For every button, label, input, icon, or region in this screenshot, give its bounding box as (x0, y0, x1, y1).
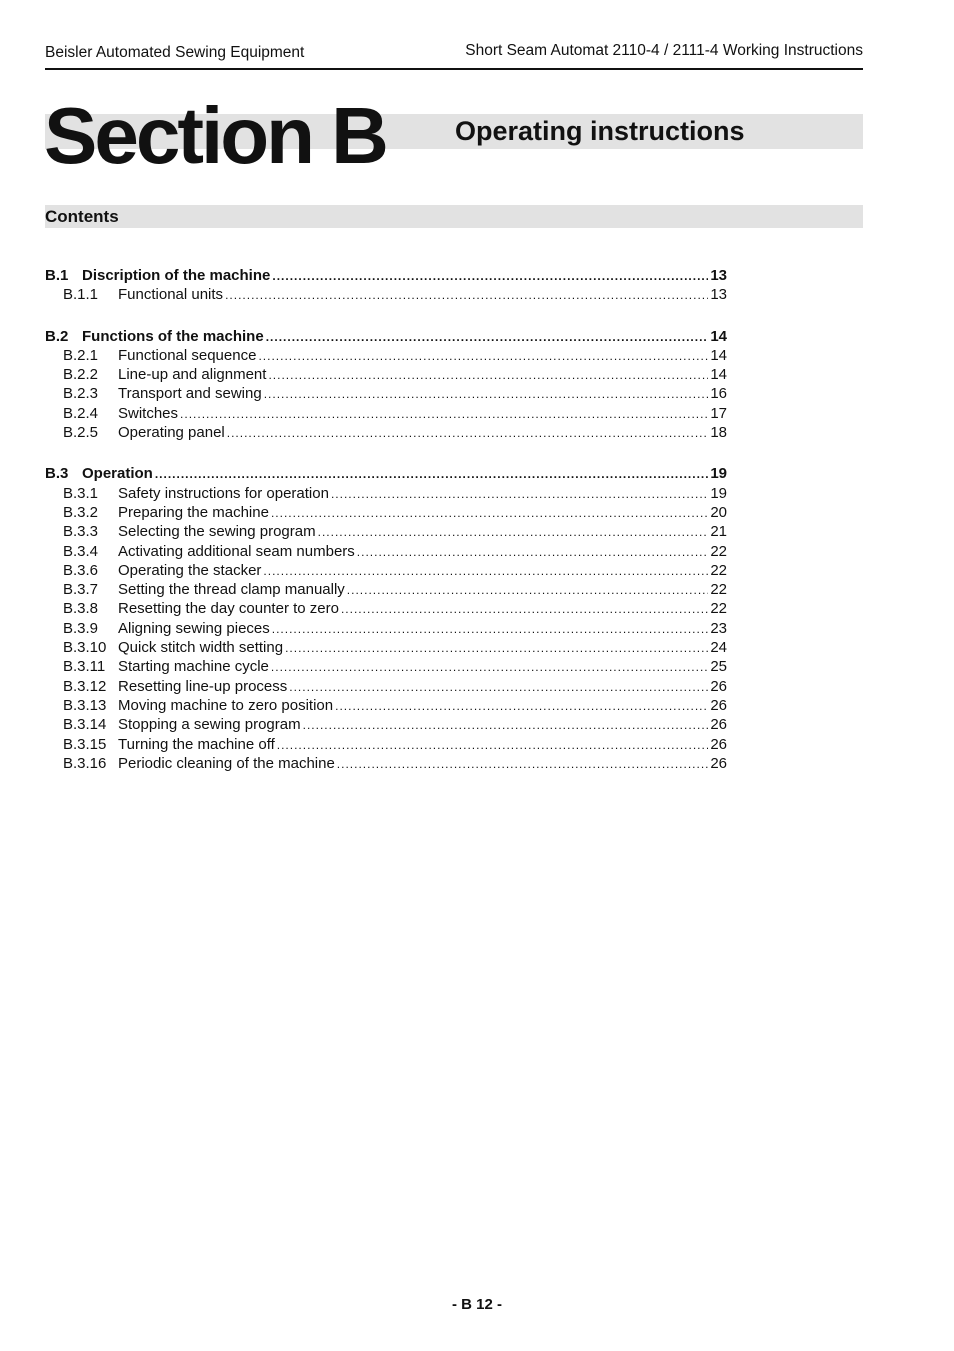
toc-dot-leader (341, 600, 708, 619)
toc-entry-number: B.3.7 (63, 581, 99, 599)
toc-entry-title: Line-up and alignment (118, 366, 267, 384)
toc-subsection-entry[interactable] (45, 561, 727, 580)
toc-entry-page: 14 (710, 327, 727, 345)
toc-entry-page: 20 (710, 503, 727, 521)
toc-entry-number: B.3.8 (63, 600, 99, 618)
toc-entry-page: 26 (710, 754, 727, 772)
toc-entry-page: 26 (710, 677, 727, 695)
toc-entry-number: B.3.15 (63, 735, 107, 753)
toc-dot-leader (272, 620, 709, 639)
toc-entry-page: 24 (710, 639, 727, 657)
toc-dot-leader (180, 405, 708, 424)
toc-dot-leader (263, 562, 708, 581)
toc-entry-number: B.2.2 (63, 366, 99, 384)
toc-entry-page: 25 (710, 658, 727, 676)
toc-dot-leader (303, 716, 709, 735)
toc-entry-page: 18 (710, 424, 727, 442)
toc-entry-title: Operating panel (118, 424, 225, 442)
toc-subsection-entry[interactable] (45, 657, 727, 676)
toc-subsection-entry[interactable] (45, 404, 727, 423)
toc-dot-leader (272, 267, 708, 286)
toc-entry-page: 22 (710, 600, 727, 618)
toc-section-entry[interactable] (45, 464, 727, 483)
contents-heading: Contents (45, 207, 119, 226)
toc-entry-page: 26 (710, 735, 727, 753)
toc-dot-leader (335, 697, 708, 716)
toc-dot-leader (225, 286, 708, 305)
section-title: Section B (44, 91, 386, 180)
toc-entry-page: 19 (710, 465, 727, 483)
contents-band (45, 205, 863, 228)
toc-entry-title: Transport and sewing (118, 385, 262, 403)
toc-entry-title: Periodic cleaning of the machine (118, 754, 335, 772)
toc-dot-leader (227, 424, 709, 443)
toc-subsection-entry[interactable] (45, 754, 727, 773)
toc-subsection-entry[interactable] (45, 715, 727, 734)
toc-entry-page: 26 (710, 696, 727, 714)
toc-dot-leader (337, 755, 709, 774)
page-number: - B 12 - (451, 1296, 502, 1313)
toc-entry-number: B.2.5 (63, 424, 99, 442)
toc-entry-page: 22 (710, 581, 727, 599)
toc-dot-leader (357, 543, 709, 562)
toc-dot-leader (318, 523, 709, 542)
toc-entry-page: 14 (710, 366, 727, 384)
toc-subsection-entry[interactable] (45, 346, 727, 365)
toc-dot-leader (266, 328, 709, 347)
toc-dot-leader (285, 639, 708, 658)
toc-subsection-entry[interactable] (45, 638, 727, 657)
toc-subsection-entry[interactable] (45, 285, 727, 304)
toc-entry-page: 22 (710, 542, 727, 560)
header-company: Beisler Automated Sewing Equipment (45, 44, 305, 61)
toc-section-group (45, 266, 727, 305)
toc-entry-number: B.3.10 (63, 639, 107, 657)
toc-entry-number: B.1.1 (63, 286, 99, 304)
toc-subsection-entry[interactable] (45, 580, 727, 599)
toc-entry-title: Moving machine to zero position (118, 696, 334, 714)
toc-entry-title: Quick stitch width setting (118, 639, 284, 657)
toc-entry-title: Stopping a sewing program (118, 716, 301, 734)
toc-entry-title: Operation (82, 465, 153, 483)
toc-entry-number: B.3.9 (63, 619, 99, 637)
toc-entry-page: 26 (710, 716, 727, 734)
toc-entry-number: B.2.4 (63, 404, 99, 422)
toc-entry-page: 23 (710, 619, 727, 637)
toc-entry-number: B.3.4 (63, 542, 99, 560)
toc-entry-title: Operating the stacker (118, 561, 262, 579)
toc-subsection-entry[interactable] (45, 599, 727, 618)
toc-subsection-entry[interactable] (45, 365, 727, 384)
toc-entry-number: B.1 (45, 267, 69, 284)
toc-entry-number: B.3.6 (63, 561, 99, 579)
toc-dot-leader (268, 366, 708, 385)
toc-entry-title: Resetting the day counter to zero (118, 600, 339, 618)
table-of-contents (45, 266, 727, 795)
toc-entry-title: Setting the thread clamp manually (118, 581, 345, 599)
toc-entry-number: B.3.13 (63, 696, 107, 714)
toc-subsection-entry[interactable] (45, 522, 727, 541)
toc-entry-title: Aligning sewing pieces (118, 619, 270, 637)
toc-dot-leader (155, 465, 708, 484)
toc-entry-title: Functional units (118, 286, 224, 304)
toc-section-entry[interactable] (45, 266, 727, 285)
toc-entry-page: 19 (710, 484, 727, 502)
toc-entry-page: 17 (710, 404, 727, 422)
toc-entry-number: B.2.1 (63, 346, 99, 364)
toc-entry-number: B.2.3 (63, 385, 99, 403)
toc-dot-leader (277, 736, 709, 755)
toc-entry-title: Functions of the machine (82, 327, 264, 345)
toc-subsection-entry[interactable] (45, 503, 727, 522)
toc-subsection-entry[interactable] (45, 542, 727, 561)
toc-section-group (45, 327, 727, 443)
toc-entry-number: B.3 (45, 465, 69, 483)
toc-entry-number: B.3.2 (63, 503, 99, 521)
toc-entry-number: B.2 (45, 327, 69, 345)
toc-subsection-entry[interactable] (45, 384, 727, 403)
toc-entry-title: Starting machine cycle (118, 658, 269, 676)
toc-dot-leader (331, 485, 708, 504)
toc-dot-leader (271, 504, 708, 523)
toc-entry-page: 13 (710, 286, 727, 304)
toc-dot-leader (289, 678, 708, 697)
toc-entry-page: 22 (710, 561, 727, 579)
toc-section-group (45, 464, 727, 773)
toc-entry-page: 16 (710, 385, 727, 403)
toc-entry-page: 21 (710, 523, 727, 541)
toc-entry-page: 13 (710, 267, 727, 284)
toc-entry-number: B.3.12 (63, 677, 107, 695)
toc-entry-number: B.3.14 (63, 716, 107, 734)
toc-entry-page: 14 (710, 346, 727, 364)
toc-dot-leader (271, 658, 708, 677)
toc-dot-leader (264, 385, 709, 404)
toc-entry-title: Discription of the machine (82, 267, 271, 284)
toc-subsection-entry[interactable] (45, 696, 727, 715)
page-header (45, 40, 863, 70)
toc-entry-number: B.3.16 (63, 754, 107, 772)
toc-entry-title: Functional sequence (118, 346, 257, 364)
toc-entry-title: Activating additional seam numbers (118, 542, 355, 560)
section-subtitle: Operating instructions (455, 116, 745, 146)
toc-subsection-entry[interactable] (45, 484, 727, 503)
toc-entry-title: Safety instructions for operation (118, 484, 329, 502)
toc-subsection-entry[interactable] (45, 619, 727, 638)
toc-section-entry[interactable] (45, 327, 727, 346)
header-document-title: Short Seam Automat 2110-4 / 2111-4 Working Instructions (465, 42, 863, 59)
toc-subsection-entry[interactable] (45, 423, 727, 442)
toc-entry-title: Preparing the machine (118, 503, 269, 521)
toc-dot-leader (258, 347, 708, 366)
toc-entry-title: Selecting the sewing program (118, 523, 316, 541)
toc-subsection-entry[interactable] (45, 677, 727, 696)
toc-entry-title: Turning the machine off (118, 735, 275, 753)
toc-entry-number: B.3.11 (63, 658, 106, 676)
toc-entry-title: Switches (118, 404, 179, 422)
toc-entry-number: B.3.3 (63, 523, 99, 541)
toc-subsection-entry[interactable] (45, 735, 727, 754)
toc-entry-number: B.3.1 (63, 484, 99, 502)
toc-entry-title: Resetting line-up process (118, 677, 288, 695)
toc-dot-leader (347, 581, 709, 600)
